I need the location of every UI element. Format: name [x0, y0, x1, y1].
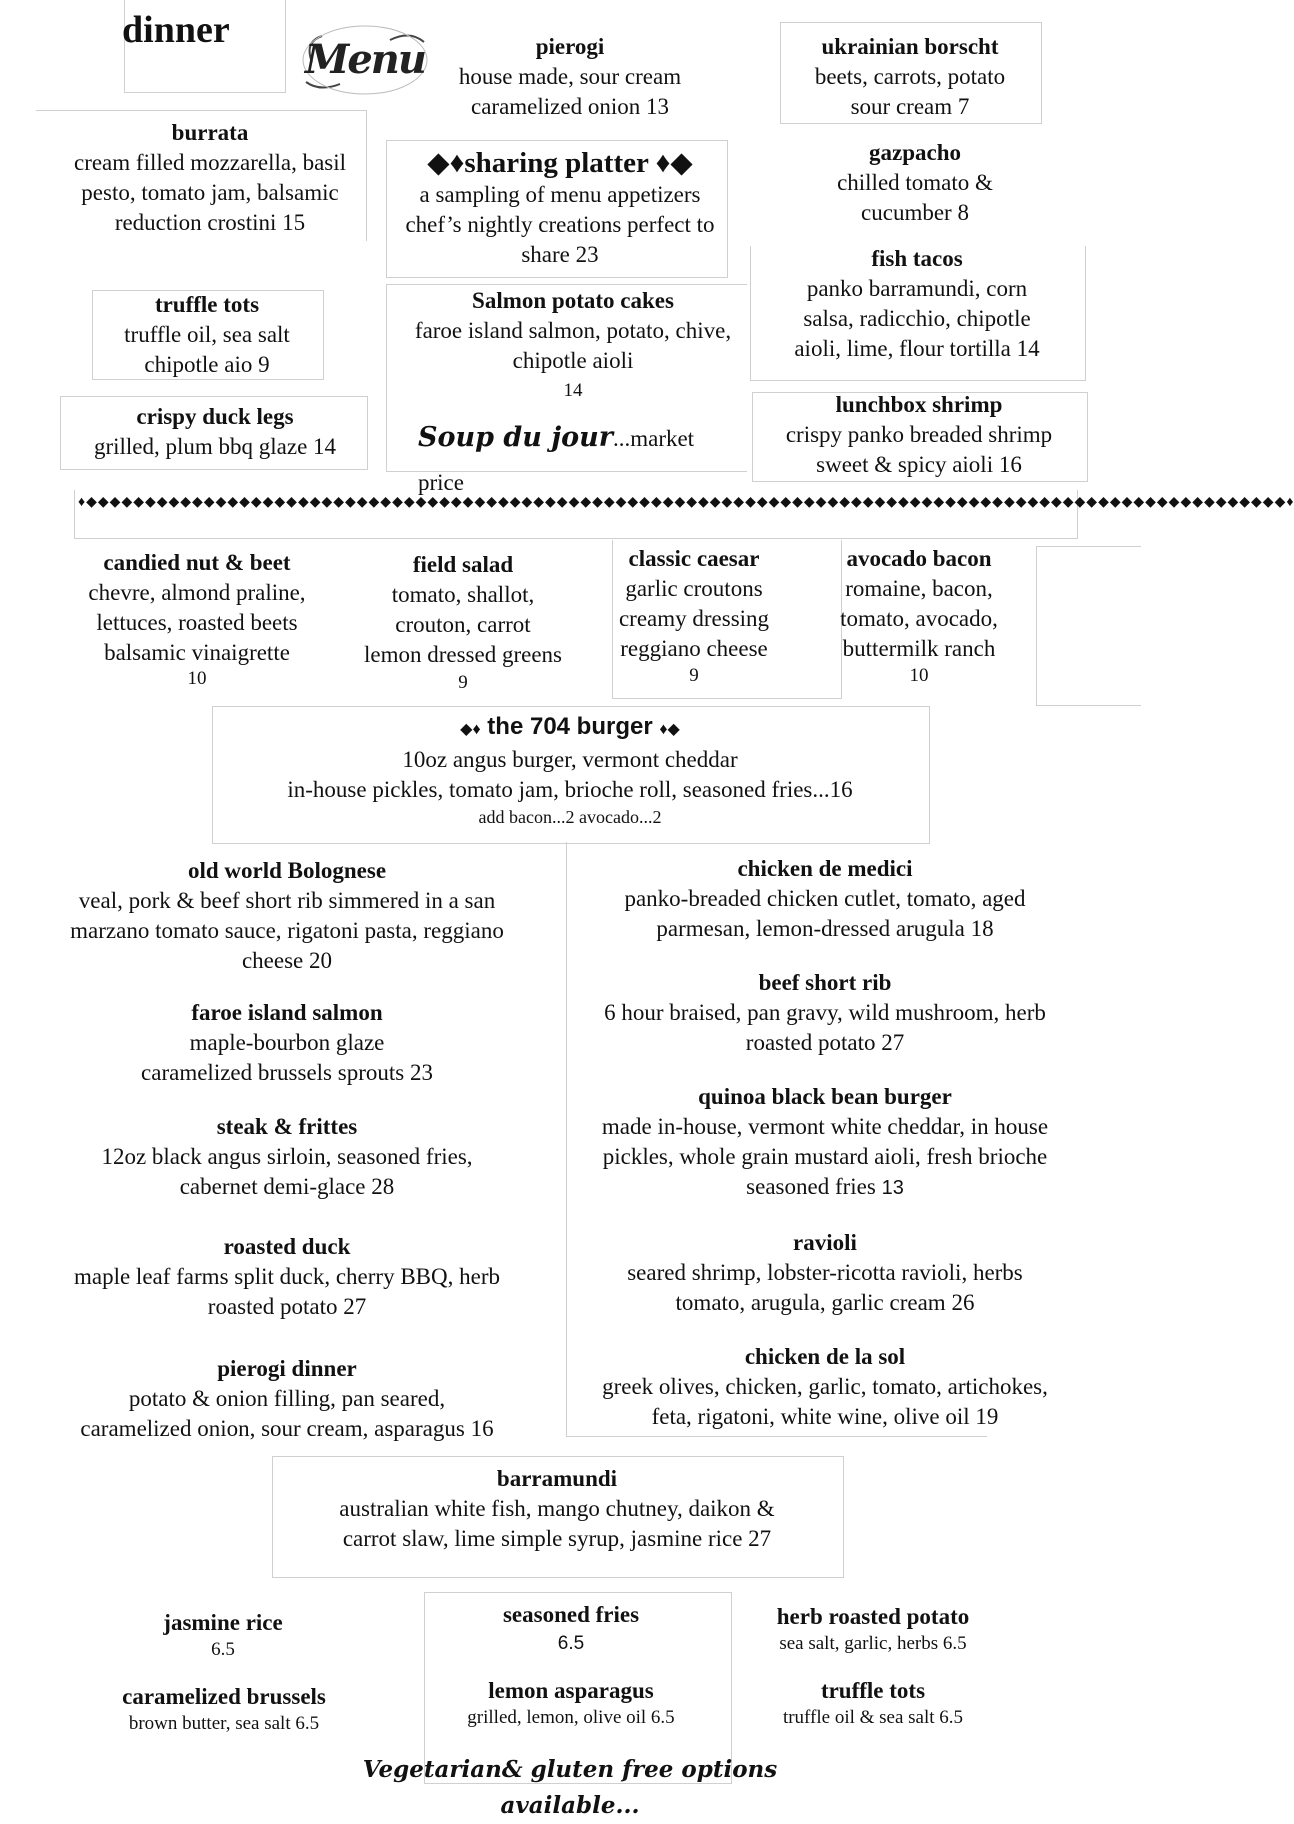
side-herb-potato: [746, 1602, 1000, 1656]
item-desc: caramelized onion 13: [471, 94, 669, 119]
item-desc: carrot slaw, lime simple syrup, jasmine rice 27: [342, 1526, 772, 1551]
item-desc: tomato, shallot,: [391, 582, 535, 607]
item-desc: australian white fish, mango chutney, daikon &: [339, 1496, 775, 1521]
menu-item-borscht: [780, 32, 1040, 122]
item-desc: crispy panko breaded shrimp: [785, 422, 1053, 447]
item-desc: ...market price: [418, 426, 695, 495]
item-name: lunchbox shrimp: [835, 392, 1003, 417]
item-name: [390, 146, 730, 180]
side-jasmine-rice: [108, 1608, 338, 1662]
item-price: 14: [563, 380, 583, 401]
item-desc: cabernet demi-glace 28: [179, 1174, 395, 1199]
avocado-frame: [1036, 546, 1141, 706]
item-name: seasoned fries: [502, 1602, 640, 1627]
diamond-marks-icon: ♦◆: [659, 721, 680, 738]
item-desc: caramelized brussels sprouts 23: [141, 1060, 433, 1085]
item-desc: panko-breaded chicken cutlet, tomato, aged: [624, 886, 1026, 911]
item-desc: sweet & spicy aioli 16: [816, 452, 1022, 477]
item-name: Soup du jour: [418, 422, 613, 453]
item-price: 26: [951, 1290, 975, 1315]
item-desc: lettuces, roasted beets: [96, 610, 298, 635]
item-desc: garlic croutons: [625, 576, 763, 601]
item-desc: sour cream 7: [850, 94, 970, 119]
item-desc: potato & onion filling, pan seared,: [128, 1386, 446, 1411]
menu-item-fish-tacos: [752, 244, 1082, 364]
item-desc: roasted potato 27: [745, 1030, 905, 1055]
item-desc: veal, pork & beef short rib simmered in a san: [78, 888, 496, 913]
menu-item-avocado-bacon: [816, 544, 1022, 688]
item-desc: tomato, avocado,: [840, 606, 998, 631]
item-desc: chilled tomato &: [837, 170, 993, 195]
item-desc: [560, 1172, 1090, 1203]
item-desc: 6 hour braised, pan gravy, wild mushroom, herb: [604, 1000, 1046, 1025]
item-desc: pickles, whole grain mustard aioli, fresh brioche: [602, 1144, 1048, 1169]
diamond-marks-icon: ◆♦: [427, 147, 465, 179]
item-name: classic caesar: [628, 546, 760, 571]
menu-item-pierogi: [420, 32, 720, 122]
item-desc: creamy dressing: [618, 606, 770, 631]
page-title: dinner: [122, 9, 230, 51]
item-desc: truffle oil, sea salt: [124, 322, 290, 347]
item-desc: parmesan, lemon-dressed arugula 18: [656, 916, 994, 941]
item-name: truffle tots: [820, 1678, 926, 1703]
menu-item-barramundi: [272, 1464, 842, 1554]
item-name: roasted duck: [223, 1234, 351, 1259]
item-desc: brown butter, sea salt 6.5: [128, 1713, 320, 1734]
menu-item-soup: [418, 416, 738, 495]
item-desc: sea salt, garlic, herbs 6.5: [779, 1633, 967, 1654]
item-desc: [560, 1288, 1090, 1318]
logo-lettering: Menu: [305, 36, 425, 83]
menu-item-chicken-sol: [560, 1342, 1090, 1432]
item-name: chicken de medici: [737, 856, 913, 881]
item-name: quinoa black bean burger: [698, 1084, 952, 1109]
item-name: beef short rib: [758, 970, 892, 995]
menu-item-steak-frittes: [22, 1112, 552, 1202]
item-desc: buttermilk ranch: [842, 636, 996, 661]
item-price: 9: [689, 665, 699, 686]
menu-logo: [300, 22, 430, 97]
item-name: barramundi: [496, 1466, 618, 1491]
diamond-marks-icon: ♦◆: [655, 147, 693, 179]
item-name: Salmon potato cakes: [472, 288, 674, 313]
side-seasoned-fries: [456, 1600, 686, 1658]
item-desc: chipotle aio 9: [144, 352, 270, 377]
item-desc: made in-house, vermont white cheddar, in house: [601, 1114, 1049, 1139]
menu-item-field-salad: [350, 550, 576, 696]
side-lemon-asparagus: [436, 1676, 706, 1730]
menu-item-lunchbox-shrimp: [754, 390, 1084, 480]
menu-item-ravioli: [560, 1228, 1090, 1318]
item-desc: share 23: [521, 242, 599, 267]
side-truffle-tots: [746, 1676, 1000, 1730]
menu-item-salmon-cakes: [388, 286, 758, 406]
item-desc: house made, sour cream: [458, 64, 682, 89]
menu-item-duck-legs: [62, 402, 368, 462]
item-name: lemon asparagus: [488, 1678, 654, 1703]
item-price: 6.5: [211, 1639, 235, 1660]
item-desc: roasted potato 27: [207, 1294, 367, 1319]
menu-item-quinoa-burger: [560, 1082, 1090, 1203]
item-name: pierogi dinner: [217, 1356, 357, 1381]
item-desc: salsa, radicchio, chipotle: [803, 306, 1031, 331]
item-desc: reduction crostini 15: [114, 210, 306, 235]
menu-item-caesar: [596, 544, 792, 688]
item-desc: seared shrimp, lobster-ricotta ravioli, herbs: [627, 1260, 1023, 1285]
item-name: fish tacos: [871, 246, 963, 271]
item-desc: grilled, plum bbq glaze 14: [93, 434, 337, 459]
item-desc: balsamic vinaigrette: [104, 640, 290, 665]
item-name: burrata: [171, 120, 249, 145]
item-name: pierogi: [535, 34, 605, 59]
item-name: steak & frittes: [216, 1114, 358, 1139]
item-price: 10: [187, 668, 207, 689]
menu-item-truffle-tots: [92, 290, 322, 380]
item-name: chicken de la sol: [744, 1344, 906, 1369]
item-name: faroe island salmon: [191, 1000, 383, 1025]
item-desc: cucumber 8: [861, 200, 969, 225]
item-desc: 10oz angus burger, vermont cheddar: [402, 747, 738, 772]
item-desc: feta, rigatoni, white wine, olive oil 19: [651, 1404, 999, 1429]
item-desc: maple leaf farms split duck, cherry BBQ, herb: [73, 1264, 500, 1289]
item-name: old world Bolognese: [187, 858, 387, 883]
item-desc: truffle oil & sea salt 6.5: [782, 1707, 964, 1728]
item-desc: faroe island salmon, potato, chive,: [414, 318, 732, 343]
item-desc: chipotle aioli: [512, 348, 634, 373]
menu-item-chicken-medici: [560, 854, 1090, 944]
item-desc-text: tomato, arugula, garlic cream: [675, 1290, 946, 1315]
menu-item-nut-beet: [62, 548, 332, 690]
item-name: candied nut & beet: [103, 550, 291, 575]
item-desc: greek olives, chicken, garlic, tomato, artichokes,: [602, 1374, 1048, 1399]
item-name: caramelized brussels: [122, 1684, 326, 1709]
menu-item-sharing-platter: [390, 146, 730, 270]
item-name: jasmine rice: [163, 1610, 283, 1635]
item-desc: chevre, almond praline,: [88, 580, 306, 605]
diamond-marks-icon: ◆♦: [460, 721, 481, 738]
item-desc: grilled, lemon, olive oil 6.5: [467, 1707, 675, 1728]
item-desc: pesto, tomato jam, balsamic: [81, 180, 339, 205]
menu-item-bolognese: [22, 856, 552, 976]
menu-item-roasted-duck: [22, 1232, 552, 1322]
item-price: 10: [909, 665, 929, 686]
item-desc: panko barramundi, corn: [806, 276, 1028, 301]
item-name: gazpacho: [869, 140, 961, 165]
item-desc: cheese 20: [241, 948, 333, 973]
menu-item-short-rib: [560, 968, 1090, 1058]
item-name: ravioli: [793, 1230, 857, 1255]
item-name: ukrainian borscht: [821, 34, 999, 59]
item-desc: chef’s nightly creations perfect to: [405, 212, 715, 237]
item-desc: aioli, lime, flour tortilla 14: [794, 336, 1040, 361]
item-desc-text: seasoned fries: [746, 1174, 876, 1199]
item-price: 6.5: [557, 1633, 585, 1654]
item-desc: romaine, bacon,: [845, 576, 993, 601]
menu-item-gazpacho: [780, 138, 1050, 228]
item-price: 9: [458, 672, 468, 693]
item-name-text: sharing platter: [464, 147, 649, 179]
item-desc: cream filled mozzarella, basil: [73, 150, 347, 175]
menu-item-704-burger: [212, 712, 928, 829]
item-name: field salad: [412, 552, 514, 577]
diamond-divider: ♦◆◆◆◆◆◆◆◆◆◆◆◆◆◆◆◆◆◆◆◆◆◆◆◆◆◆◆◆◆◆◆◆◆◆◆◆◆◆◆◆◆◆◆◆◆◆◆◆◆◆◆◆◆◆◆◆◆◆◆◆◆◆◆◆◆◆◆◆◆◆◆◆◆◆◆◆◆◆◆◆◆◆◆◆◆◆◆◆◆◆◆◆◆◆◆◆◆◆◆◆◆◆♦: [78, 495, 1294, 510]
item-desc: crouton, carrot: [395, 612, 531, 637]
menu-item-faroe-salmon: [22, 998, 552, 1088]
item-addons: add bacon...2 avocado...2: [478, 807, 662, 827]
item-desc: maple-bourbon glaze: [189, 1030, 385, 1055]
item-desc: beets, carrots, potato: [814, 64, 1006, 89]
item-desc: caramelized onion, sour cream, asparagus 16: [80, 1416, 494, 1441]
menu-item-pierogi-dinner: [22, 1354, 552, 1444]
item-desc: marzano tomato sauce, rigatoni pasta, reggiano: [70, 918, 504, 943]
item-name: crispy duck legs: [136, 404, 294, 429]
item-desc: 12oz black angus sirloin, seasoned fries,: [101, 1144, 473, 1169]
menu-item-burrata: [40, 118, 380, 238]
item-desc: reggiano cheese: [620, 636, 768, 661]
item-name-text: the 704 burger: [487, 713, 653, 740]
item-desc: lemon dressed greens: [364, 642, 562, 667]
item-name: avocado bacon: [846, 546, 992, 571]
item-name: truffle tots: [154, 292, 260, 317]
item-desc: in-house pickles, tomato jam, brioche roll, seasoned fries...16: [287, 777, 853, 802]
side-caramelized-brussels: [96, 1682, 352, 1736]
footer-note: Vegetarian& gluten free options available...: [362, 1756, 778, 1819]
item-name: herb roasted potato: [776, 1604, 970, 1629]
item-price: 13: [881, 1177, 904, 1199]
item-desc: a sampling of menu appetizers: [419, 182, 701, 207]
item-name: [212, 712, 928, 745]
